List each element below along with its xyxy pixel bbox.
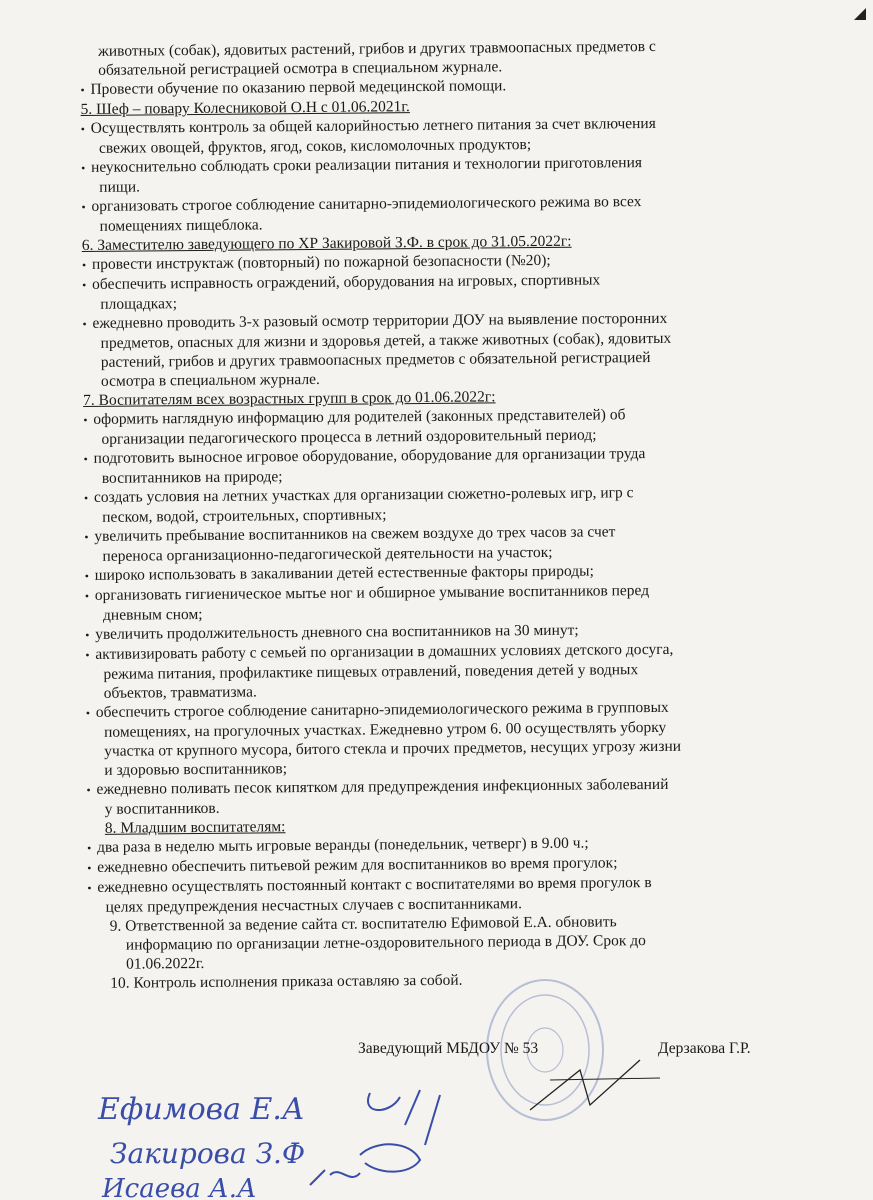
bullet-item: • ежедневно осуществлять постоянный контакт с воспитателями во время прогулок в	[87, 872, 787, 898]
text-line: песком, водой, строительных, спортивных;	[102, 506, 387, 526]
handwritten-signature	[520, 1050, 670, 1120]
signatory-title: Заведующий МБДОУ № 53	[358, 1040, 539, 1057]
text-line: 01.06.2022г.	[125, 954, 205, 973]
handwritten-acknowledgements	[90, 1085, 510, 1200]
text-line: осмотра в специальном журнале.	[100, 370, 320, 390]
bullet-item: • активизировать работу с семьей по организации в домашних условиях детского досуга,	[85, 639, 785, 665]
handwritten-name-zakirova: Закирова З.Ф	[110, 1137, 306, 1170]
bullet-item: • организовать строгое соблюдение санитарно-эпидемиологического режима во всех	[81, 191, 781, 217]
handwritten-name-efimova: Ефимова Е.А	[98, 1092, 305, 1127]
section-heading-8: 8. Младшим воспитателям:	[104, 818, 286, 837]
text-line: объектов, травматизма.	[103, 683, 257, 702]
bullet-item: • оформить наглядную информацию для родителей (законных представителей) об	[83, 404, 783, 430]
signatory-name: Дерзакова Г.Р.	[658, 1040, 751, 1057]
page-corner-mark	[852, 6, 868, 22]
text-line: пищи.	[99, 178, 141, 196]
bullet-item: • ежедневно обеспечить питьевой режим для воспитанников во время прогулок;	[87, 852, 787, 878]
text-line: переноса организационно-педагогической деятельности на участок;	[102, 543, 553, 565]
section-heading-6: 6. Заместителю заведующего по ХР Закировой З.Ф. в срок до 31.05.2022г:	[81, 232, 572, 254]
text-line: воспитанников на природе;	[101, 468, 283, 487]
section-heading-7: 7. Воспитателям всех возрастных групп в срок до 01.06.2022г:	[83, 388, 496, 409]
initials-scribble	[368, 1090, 440, 1145]
bullet-item: • обеспечить строгое соблюдение санитарно-эпидемиологического режима в групповых	[86, 697, 786, 723]
text-line: площадках;	[100, 295, 178, 313]
bullet-item: • Осуществлять контроль за общей калорийностью летнего питания за счет включения	[81, 113, 781, 139]
text-line: участка от крупного мусора, битого стекла и прочих предметов, несущих угрозу жизни	[104, 737, 682, 760]
text-line: помещениях, на прогулочных участках. Ежедневно утром 6. 00 осуществлять уборку	[103, 718, 667, 741]
text-line: обязательной регистрацией осмотра в специальном журнале.	[98, 58, 503, 79]
text-line: растений, грибов и других травмоопасных предметов с обязательной регистрацией	[100, 349, 651, 371]
text-line: помещениях пищеблока.	[99, 216, 263, 235]
order-text	[80, 36, 788, 993]
text-line: информацию по организации летне-оздоровительного периода в ДОУ. Срок до	[125, 932, 646, 954]
bullet-item: • ежедневно поливать песок кипятком для предупреждения инфекционных заболеваний	[86, 774, 786, 800]
section-heading-5: 5. Шеф – повару Колесниковой О.Н с 01.06.2021г.	[80, 98, 410, 118]
bullet-item: • неукоснительно соблюдать сроки реализации питания и технологии приготовления	[81, 152, 781, 178]
text-line: режима питания, профилактике пищевых отравлений, поведения детей у водных	[103, 661, 639, 683]
text-line: свежих овощей, фруктов, ягод, соков, кисломолочных продуктов;	[98, 136, 532, 157]
bullet-item: • два раза в неделю мыть игровые веранды (понедельник, четверг) в 9.00 ч.;	[87, 832, 787, 858]
text-line: организации педагогического процесса в летний оздоровительный период;	[101, 426, 597, 448]
bullet-item: • создать условия на летних участках для организации сюжетно-ролевых игр, игр с	[84, 482, 784, 508]
bullet-item: • увеличить продолжительность дневного сна воспитанников на 30 минут;	[85, 619, 785, 645]
item-9: 9. Ответственной за ведение сайта ст. воспитателю Ефимовой Е.А. обновить	[109, 913, 617, 935]
bullet-item: • подготовить выносное игровое оборудование, оборудование для организации труда	[84, 443, 784, 469]
text-line: целях предупреждения несчастных случаев с воспитанниками.	[105, 895, 522, 916]
bullet-item: • провести инструктаж (повторный) по пожарной безопасности (№20);	[82, 249, 782, 275]
bullet-item: • широко использовать в закаливании детей естественные факторы природы;	[85, 560, 785, 586]
bullet-item: • Провести обучение по оказанию первой медецинской помощи.	[80, 74, 780, 100]
text-line: предметов, опасных для жизни и здоровья детей, а также животных (собак), ядовитых	[100, 329, 672, 352]
bullet-item: • организовать гигиеническое мытье ног и обширное умывание воспитанников перед	[85, 580, 785, 606]
item-10: 10. Контроль исполнения приказа оставляю за собой.	[110, 971, 463, 992]
initials-scribble	[360, 1144, 420, 1171]
text-line: и здоровью воспитанников;	[104, 760, 288, 779]
text-line: дневным сном;	[102, 605, 203, 624]
initials-scribble	[310, 1170, 360, 1185]
text-line: у воспитанников.	[104, 799, 220, 818]
bullet-item: • обеспечить исправность ограждений, оборудования на игровых, спортивных	[82, 269, 782, 295]
text-line: животных (собак), ядовитых растений, грибов и других травмоопасных предметов с	[98, 37, 656, 60]
bullet-item: • увеличить пребывание воспитанников на свежем воздухе до трех часов за счет	[84, 521, 784, 547]
handwritten-name-isaeva: Исаева А.А	[102, 1174, 257, 1200]
bullet-item: • ежедневно проводить 3-х разовый осмотр территории ДОУ на выявление посторонних	[82, 308, 782, 334]
signature-block	[358, 1040, 751, 1058]
